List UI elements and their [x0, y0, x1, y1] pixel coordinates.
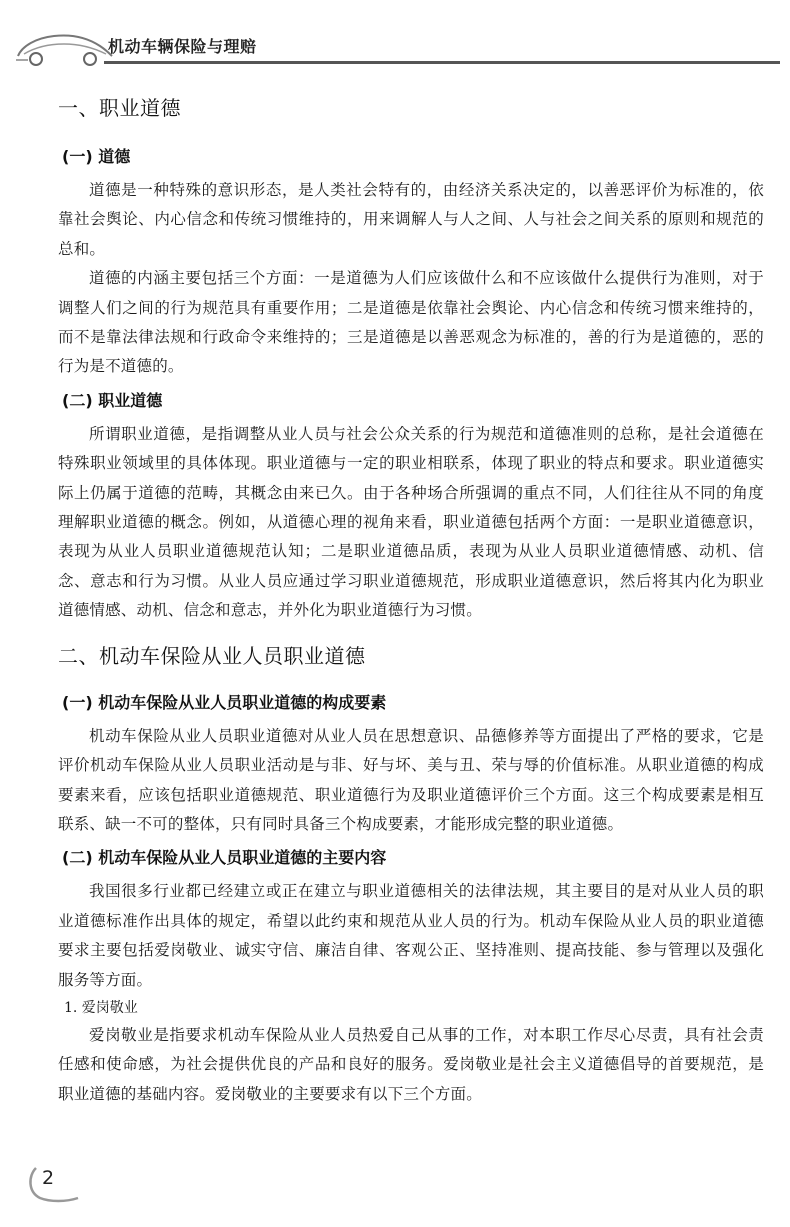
book-title: 机动车辆保险与理赔 — [108, 37, 257, 56]
paragraph: 爱岗敬业是指要求机动车保险从业人员热爱自己从事的工作，对本职工作尽心尽责，具有社会责任感和使命感，为社会提供优良的产品和良好的服务。爱岗敬业是社会主义道德倡导的首要规范，是职业道德的基础内容。爱岗敬业的主要要求有以下三个方面。 — [58, 1025, 764, 1103]
page-header — [0, 0, 790, 70]
list-item-heading: 1. 爱岗敬业 — [64, 999, 138, 1016]
header-rule — [104, 61, 780, 64]
page-number-swoosh-icon — [26, 1164, 86, 1204]
paragraph: 所谓职业道德，是指调整从业人员与社会公众关系的行为规范和道德准则的总称，是社会道德在特殊职业领域里的具体体现。职业道德与一定的职业相联系，体现了职业的特点和要求。职业道德实际上仍属于道德的范畴，其概念由来已久。由于各种场合所强调的重点不同，人们往往从不同的角度理解职业道德的概念。例如，从道德心理的视角来看，职业道德包括两个方面：一是职业道德意识，表现为从业人员职业道德规范认知；二是职业道德品质，表现为从业人员职业道德情感、动机、信念、意志和行为习惯。从业人员应通过学习职业道德规范，形成职业道德意识，然后将其内化为职业道德情感、动机、信念和意志，并外化为职业道德行为习惯。 — [58, 424, 764, 620]
page-number-badge — [26, 1164, 86, 1204]
section-heading-1: 一、职业道德 — [58, 96, 181, 120]
subsection-heading-1-1: (一) 道德 — [62, 147, 131, 166]
subsection-heading-1-2: (二) 职业道德 — [62, 390, 163, 410]
paragraph: 道德的内涵主要包括三个方面：一是道德为人们应该做什么和不应该做什么提供行为准则，对于调整人们之间的行为规范具有重要作用；二是道德是依靠社会舆论、内心信念和传统习惯来维持的，而不是靠法律法规和行政命令来维持的；三是道德是以善恶观念为标准的，善的行为是道德的，恶的行为是不道德的。 — [58, 269, 764, 376]
section-heading-2: 二、机动车保险从业人员职业道德 — [58, 643, 366, 668]
subsection-heading-2-1: (一) 机动车保险从业人员职业道德的构成要素 — [62, 692, 387, 712]
paragraph: 机动车保险从业人员职业道德对从业人员在思想意识、品德修养等方面提出了严格的要求，它是评价机动车保险从业人员职业活动是与非、好与坏、美与丑、荣与辱的价值标准。从职业道德的构成要素来看，应该包括职业道德规范、职业道德行为及职业道德评价三个方面。这三个构成要素是相互联系、缺一不可的整体，只有同时具备三个构成要素，才能形成完整的职业道德。 — [58, 726, 764, 833]
car-logo-icon — [14, 22, 114, 68]
paragraph: 道德是一种特殊的意识形态，是人类社会特有的，由经济关系决定的，以善恶评价为标准的，依靠社会舆论、内心信念和传统习惯维持的，用来调解人与人之间、人与社会之间关系的原则和规范的总和。 — [58, 181, 764, 258]
paragraph: 我国很多行业都已经建立或正在建立与职业道德相关的法律法规，其主要目的是对从业人员的职业道德标准作出具体的规定，希望以此约束和规范从业人员的行为。机动车保险从业人员的职业道德要求主要包括爱岗敬业、诚实守信、廉洁自律、客观公正、坚持准则、提高技能、参与管理以及强化服务等方面。 — [58, 882, 764, 989]
page-number: 2 — [42, 1167, 55, 1189]
page-content — [58, 92, 764, 1109]
subsection-heading-2-2: (二) 机动车保险从业人员职业道德的主要内容 — [62, 848, 387, 868]
